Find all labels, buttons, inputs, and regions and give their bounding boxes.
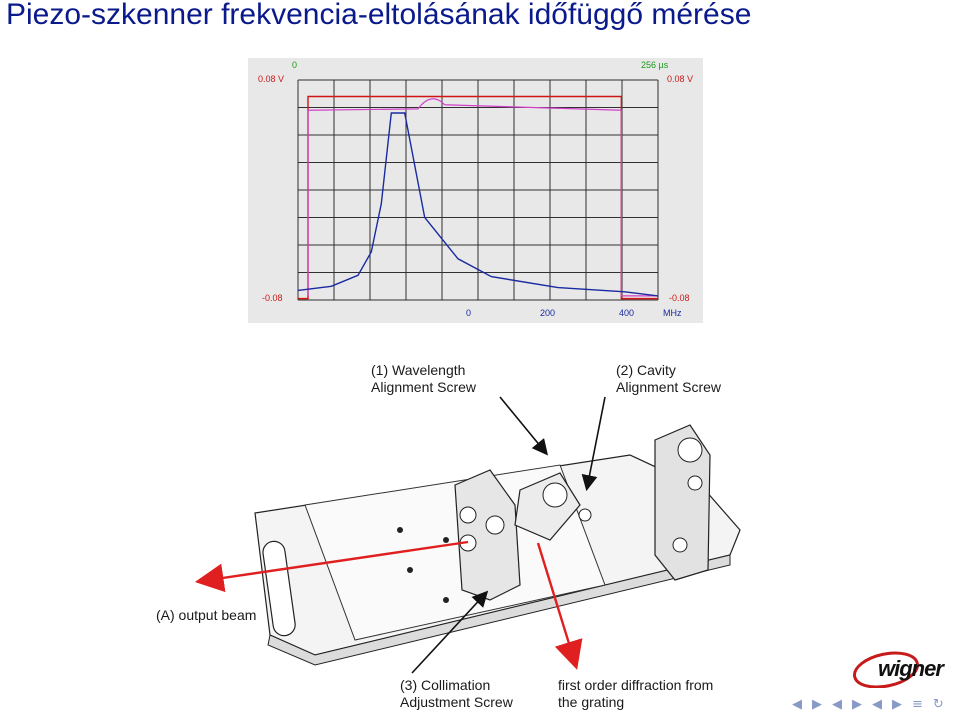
x-tick-label: 400 [619, 308, 635, 318]
next-section-icon[interactable]: ▶ [892, 696, 902, 712]
wavelength-screw-label: (1) Wavelength Alignment Screw [371, 362, 477, 395]
wigner-logo-text: wigner [878, 656, 943, 681]
y-bottom-right-label: -0.08 [669, 293, 690, 303]
x-tick-label: 0 [466, 308, 472, 318]
slide-title: Piezo-szkenner frekvencia-eltolásának időfüggő mérése [6, 0, 752, 31]
prev-slide-icon[interactable]: ◀ [792, 696, 802, 712]
search-back-icon[interactable]: ↻ [932, 696, 944, 712]
time-start-label: 0 [292, 60, 298, 70]
prev-section-icon[interactable]: ◀ [872, 696, 882, 712]
outline-icon[interactable]: ≡ [912, 696, 923, 712]
next-slide-icon[interactable]: ▶ [812, 696, 822, 712]
y-top-right-label: 0.08 V [667, 74, 694, 84]
wavelength-pointer [500, 397, 546, 453]
output-beam-label: (A) output beam [156, 607, 257, 623]
cavity-screw-label: (2) Cavity Alignment Screw [616, 362, 722, 395]
next-frame-icon[interactable]: ▶ [852, 696, 862, 712]
diffraction-label: first order diffraction from the grating [558, 677, 714, 710]
x-unit-label: MHz [663, 308, 682, 318]
wigner-logo [850, 648, 958, 688]
oscilloscope-plot [248, 58, 703, 323]
beamer-navigation [792, 694, 944, 714]
oscilloscope-svg [248, 58, 703, 323]
x-tick-label: 200 [540, 308, 556, 318]
laser-assembly-diagram [150, 355, 770, 718]
y-bottom-left-label: -0.08 [262, 293, 283, 303]
y-top-left-label: 0.08 V [258, 74, 285, 84]
time-end-label: 256 µs [641, 60, 669, 70]
prev-frame-icon[interactable]: ◀ [832, 696, 842, 712]
laser-assembly-drawing [150, 355, 770, 718]
collimation-screw-label: (3) Collimation Adjustment Screw [400, 677, 513, 710]
